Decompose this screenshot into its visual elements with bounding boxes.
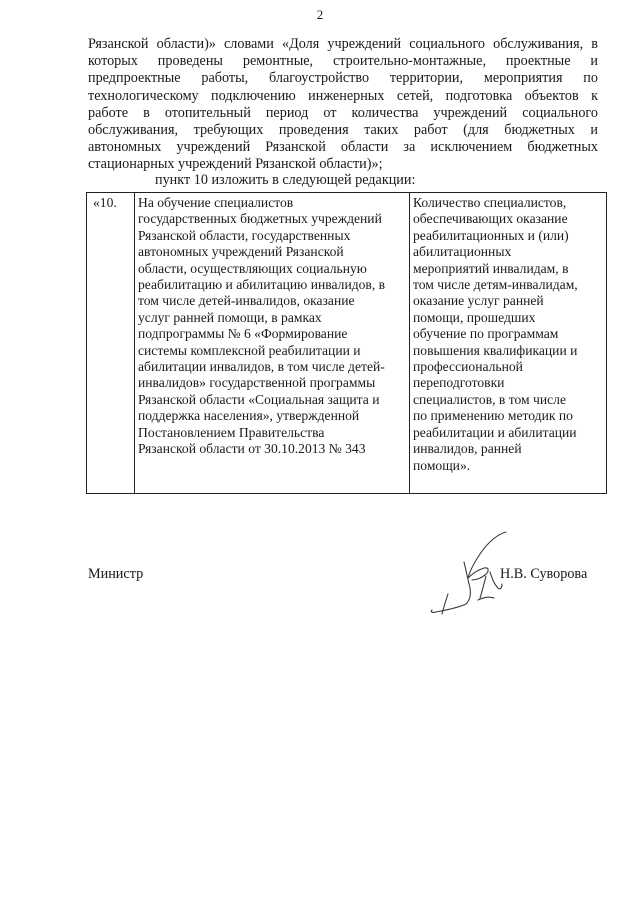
row-number-cell [87,193,135,494]
text-line: работе в отопительный период от количества учреждений социального [88,104,598,121]
text-line: обслуживания, требующих проведения таких работ (для бюджетных и [88,122,598,139]
amendment-text [88,36,598,174]
description-line: услуг ранней помощи, в рамках [138,309,322,325]
description-line: автономных учреждений Рязанской [138,244,344,260]
indicator-line: обеспечивающих оказание [413,211,568,227]
description-cell [135,193,410,494]
indicator-line: мероприятий инвалидам, в [413,260,569,276]
description-line: Рязанской области «Социальная защита и [138,391,380,407]
row-number: «10. [93,195,117,210]
indicator-line: повышения квалификации и [413,342,578,358]
signer-position: Министр [88,566,144,582]
indicator-line: абилитационных [413,244,512,260]
description-line: Постановлением Правительства [138,424,325,440]
indicator-line: обучение по программам [413,326,559,342]
indicator-line: переподготовки [413,375,505,391]
text-line: стационарных учреждений Рязанской области)»; [88,156,383,173]
description-line: На обучение специалистов [138,195,294,210]
indicator-line: специалистов, в том числе [413,391,566,407]
indicator-cell [410,193,607,494]
indicator-line: помощи». [413,457,471,473]
page-number: 2 [316,7,324,22]
text-line: технологическому подключению инженерных сетей, подготовка объектов к [88,87,598,104]
indicator-line: профессиональной [413,359,523,375]
indicator-line: по применению методик по [413,408,573,424]
description-line: подпрограммы № 6 «Формирование [138,326,348,342]
indicator-line: помощи, прошедших [413,309,536,325]
indicator-line: реабилитационных и (или) [413,227,569,243]
indicator-line: реабилитации и абилитации [413,424,577,440]
description-line: инвалидов» государственной программы [138,375,376,391]
description-line: государственных бюджетных учреждений [138,211,382,227]
description-line: Рязанской области, государственных [138,227,351,243]
description-line: реабилитацию и абилитацию инвалидов, в [138,277,386,293]
indicator-table [86,192,607,494]
description-line: Рязанской области от 30.10.2013 № 343 [138,441,366,457]
indicator-line: Количество специалистов, [413,195,567,210]
indicator-line: оказание услуг ранней [413,293,544,309]
text-line: предпроектные работы, благоустройство территории, мероприятия по [88,70,598,87]
description-line: абилитации инвалидов, в том числе детей- [138,359,385,375]
indicator-line: том числе детям-инвалидам, [413,277,578,293]
signer-name: Н.В. Суворова [500,566,588,582]
text-line: которых проведены ремонтные, строительно-монтажные, проектные и [88,53,598,70]
text-line: Рязанской области)» словами «Доля учреждений социального обслуживания, в [88,36,598,52]
signature-block [0,528,640,628]
point-intro: пункт 10 изложить в следующей редакции: [155,172,416,188]
table-row [87,193,607,494]
description-line: поддержка населения», утвержденной [138,408,360,424]
description-line: том числе детей-инвалидов, оказание [138,293,355,309]
text-line: автономных учреждений Рязанской области за исключением бюджетных [88,139,598,156]
description-line: системы комплексной реабилитации и [138,342,361,358]
indicator-line: инвалидов, ранней [413,441,522,457]
description-line: области, осуществляющих социальную [138,260,367,276]
